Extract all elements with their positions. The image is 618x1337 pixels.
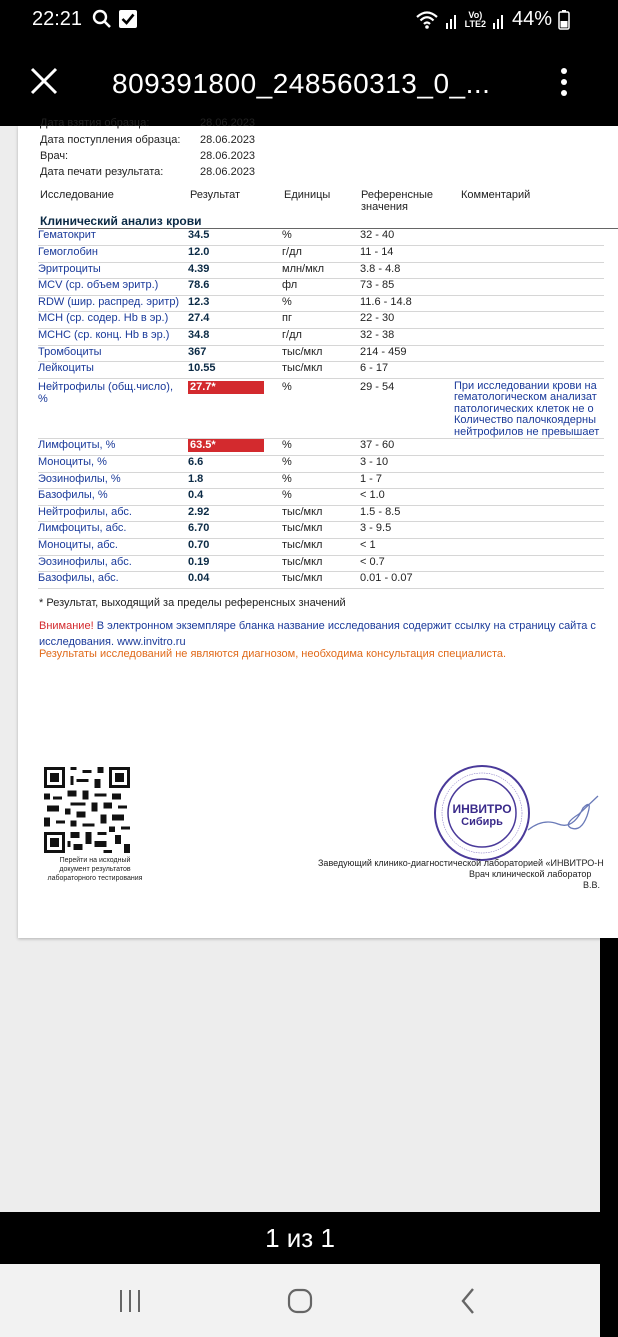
header-label-printed: Дата печати результата:: [40, 166, 164, 178]
battery-icon: [558, 10, 570, 30]
notice-warning: Результаты исследований не являются диагнозом, необходима консультация специалиста.: [39, 648, 507, 660]
app-bar: [0, 40, 600, 126]
test-unit: тыс/мкл: [282, 555, 360, 572]
test-ref: 6 - 17: [360, 362, 454, 379]
status-time: 22:21: [32, 8, 83, 30]
table-row: [38, 555, 604, 572]
qr-caption-line: Перейти на исходный: [59, 857, 131, 864]
table-row: [38, 522, 604, 539]
test-value: 1.8: [188, 472, 282, 489]
header-value-received: 28.06.2023: [200, 134, 256, 146]
table-row: [38, 262, 604, 279]
test-value: 0.19: [188, 555, 282, 572]
test-value: 6.70: [188, 522, 282, 539]
test-name[interactable]: Моноциты, %: [38, 455, 188, 472]
test-value: 2.92: [188, 505, 282, 522]
table-row: [38, 229, 604, 246]
test-comment: [454, 538, 604, 555]
comment-line: патологических клеток не о: [454, 402, 594, 415]
notice-line-1: [39, 620, 596, 632]
test-ref: 22 - 30: [360, 312, 454, 329]
abnormal-flag: 27.7*: [188, 381, 264, 394]
test-value: 6.6: [188, 455, 282, 472]
test-comment: [454, 295, 604, 312]
test-comment: [454, 555, 604, 572]
col-header-result: Результат: [190, 189, 241, 201]
test-ref: 29 - 54: [360, 378, 454, 439]
qr-code-icon[interactable]: [44, 767, 130, 853]
signal-icon: [445, 11, 459, 29]
test-name[interactable]: Лимфоциты, %: [38, 439, 188, 456]
test-name[interactable]: Моноциты, абс.: [38, 538, 188, 555]
test-ref: < 1: [360, 538, 454, 555]
header-label-received: Дата поступления образца:: [40, 134, 181, 146]
table-row: [38, 279, 604, 296]
header-value-doctor: 28.06.2023: [200, 150, 256, 162]
test-unit: фл: [282, 279, 360, 296]
test-ref: 3.8 - 4.8: [360, 262, 454, 279]
search-icon: [92, 9, 112, 29]
back-icon[interactable]: [448, 1286, 488, 1316]
network-label: LTE2: [464, 18, 486, 29]
test-value: 4.39: [188, 262, 282, 279]
test-comment: [454, 378, 604, 439]
test-comment: [454, 329, 604, 346]
col-header-comment: Комментарий: [461, 189, 531, 201]
test-ref: 3 - 9.5: [360, 522, 454, 539]
test-name[interactable]: Гематокрит: [38, 229, 188, 246]
test-comment: [454, 505, 604, 522]
table-row: [38, 295, 604, 312]
test-unit: тыс/мкл: [282, 505, 360, 522]
footnote: * Результат, выходящий за пределы референсных значений: [39, 597, 346, 609]
test-ref: < 0.7: [360, 555, 454, 572]
test-value: 12.3: [188, 295, 282, 312]
stamp-city: Сибирь: [461, 816, 503, 828]
document-title: 809391800_248560313_0_...: [112, 68, 491, 99]
document-viewer[interactable]: [0, 117, 604, 1212]
test-unit: тыс/мкл: [282, 362, 360, 379]
test-name[interactable]: Лимфоциты, абс.: [38, 522, 188, 539]
signature-line-1: Заведующий клинико-диагностической лабораторией «ИНВИТРО-Н: [318, 858, 604, 868]
test-value: 0.04: [188, 572, 282, 589]
test-name[interactable]: Нейтрофилы, абс.: [38, 505, 188, 522]
test-comment: [454, 312, 604, 329]
test-unit: г/дл: [282, 246, 360, 263]
test-ref: 32 - 40: [360, 229, 454, 246]
table-row: [38, 455, 604, 472]
table-row: [38, 312, 604, 329]
table-row: [38, 362, 604, 379]
test-ref: 11.6 - 14.8: [360, 295, 454, 312]
recent-apps-icon[interactable]: [110, 1286, 150, 1316]
table-row: [38, 246, 604, 263]
test-name[interactable]: MCH (ср. содер. Hb в эр.): [38, 312, 188, 329]
test-ref: 32 - 38: [360, 329, 454, 346]
status-bar: [0, 0, 600, 40]
battery-percent: 44%: [511, 8, 552, 30]
test-name[interactable]: Гемоглобин: [38, 246, 188, 263]
col-header-test: Исследование: [40, 189, 114, 201]
test-comment: [454, 229, 604, 246]
notice-line-2[interactable]: исследования. www.invitro.ru: [39, 636, 186, 648]
notice-text: В электронном экземпляре бланка название исследования содержит ссылку на страницу сайта с: [93, 620, 596, 632]
test-unit: %: [282, 229, 360, 246]
test-ref: 214 - 459: [360, 345, 454, 362]
test-comment: [454, 279, 604, 296]
wifi-icon: [415, 10, 439, 30]
col-header-ref-2: значения: [361, 201, 409, 213]
qr-caption-line: лабораторного тестирования: [47, 875, 143, 882]
test-ref: 37 - 60: [360, 439, 454, 456]
table-row: [38, 472, 604, 489]
table-row: [38, 439, 604, 456]
test-name[interactable]: Лейкоциты: [38, 362, 188, 379]
table-row: [38, 489, 604, 506]
abnormal-flag: 63.5*: [188, 439, 264, 452]
qr-caption: [40, 856, 150, 883]
results-table: [38, 229, 604, 589]
test-value: 367: [188, 345, 282, 362]
table-row-neutrophils: [38, 378, 604, 439]
test-name[interactable]: [38, 378, 188, 439]
volte-indicator: [465, 11, 486, 29]
col-header-units: Единицы: [284, 189, 331, 201]
header-value-sampled: 28.06.2023: [200, 117, 256, 129]
test-unit: %: [282, 455, 360, 472]
test-value: 12.0: [188, 246, 282, 263]
document-page: [18, 117, 618, 938]
test-ref: 0.01 - 0.07: [360, 572, 454, 589]
test-comment: [454, 246, 604, 263]
test-name-line1: Нейтрофилы (общ.число),: [38, 380, 173, 393]
test-value: 34.5: [188, 229, 282, 246]
test-name[interactable]: MCV (ср. объем эритр.): [38, 279, 188, 296]
test-comment: [454, 522, 604, 539]
test-unit: млн/мкл: [282, 262, 360, 279]
test-comment: [454, 572, 604, 589]
test-comment: [454, 472, 604, 489]
test-unit: тыс/мкл: [282, 345, 360, 362]
test-comment: [454, 489, 604, 506]
test-value: 0.4: [188, 489, 282, 506]
test-name[interactable]: Эозинофилы, %: [38, 472, 188, 489]
checkbox-notification-icon: [118, 9, 138, 29]
test-name[interactable]: RDW (шир. распред. эритр): [38, 295, 188, 312]
test-ref: < 1.0: [360, 489, 454, 506]
test-comment: [454, 439, 604, 456]
header-label-sampled: Дата взятия образца:: [40, 117, 150, 129]
test-value: 10.55: [188, 362, 282, 379]
table-row: [38, 572, 604, 589]
test-value: 78.6: [188, 279, 282, 296]
test-value: 34.8: [188, 329, 282, 346]
test-comment: [454, 262, 604, 279]
system-nav-bar: [0, 1264, 600, 1337]
test-unit: г/дл: [282, 329, 360, 346]
qr-caption-line: документ результатов: [59, 866, 131, 873]
test-ref: 1.5 - 8.5: [360, 505, 454, 522]
table-row: [38, 345, 604, 362]
comment-line: нейтрофилов не превышает: [454, 425, 600, 438]
home-icon[interactable]: [280, 1286, 320, 1316]
header-value-printed: 28.06.2023: [200, 166, 256, 178]
test-unit: %: [282, 378, 360, 439]
close-icon[interactable]: [26, 63, 62, 99]
volte-label: Vo): [468, 9, 483, 20]
comment-line: При исследовании крови на: [454, 379, 597, 392]
header-label-doctor: Врач:: [40, 150, 69, 162]
test-unit: тыс/мкл: [282, 538, 360, 555]
test-name[interactable]: Базофилы, абс.: [38, 572, 188, 589]
table-row: [38, 505, 604, 522]
test-ref: 73 - 85: [360, 279, 454, 296]
test-comment: [454, 345, 604, 362]
test-unit: пг: [282, 312, 360, 329]
test-unit: %: [282, 472, 360, 489]
test-value: 27.4: [188, 312, 282, 329]
test-unit: тыс/мкл: [282, 572, 360, 589]
comment-line: Количество палочкоядерны: [454, 414, 596, 427]
test-name[interactable]: Эритроциты: [38, 262, 188, 279]
stamp-name: ИНВИТРО: [452, 802, 512, 816]
table-row: [38, 329, 604, 346]
test-name[interactable]: Базофилы, %: [38, 489, 188, 506]
test-value-cell: [188, 439, 282, 456]
notice-attention: Внимание!: [39, 620, 94, 632]
test-name-line2: %: [38, 392, 48, 405]
test-value-cell: [188, 378, 282, 439]
test-ref: 1 - 7: [360, 472, 454, 489]
test-name[interactable]: Эозинофилы, абс.: [38, 555, 188, 572]
signature-line-2: Врач клинической лаборатор: [469, 869, 592, 879]
signature-icon: [523, 788, 603, 838]
page-indicator: 1 из 1: [0, 1212, 600, 1264]
test-ref: 11 - 14: [360, 246, 454, 263]
test-unit: %: [282, 295, 360, 312]
test-name[interactable]: Тромбоциты: [38, 345, 188, 362]
test-unit: тыс/мкл: [282, 522, 360, 539]
test-name[interactable]: MCHC (ср. конц. Hb в эр.): [38, 329, 188, 346]
test-unit: %: [282, 489, 360, 506]
table-row: [38, 538, 604, 555]
comment-line: гематологическом анализат: [454, 391, 597, 404]
more-options-icon[interactable]: [552, 62, 576, 102]
section-title: Клинический анализ крови: [40, 214, 202, 228]
col-header-ref-1: Референсные: [361, 189, 434, 201]
test-value: 0.70: [188, 538, 282, 555]
test-unit: %: [282, 439, 360, 456]
signal-icon-2: [492, 11, 506, 29]
test-ref: 3 - 10: [360, 455, 454, 472]
test-comment: [454, 362, 604, 379]
test-comment: [454, 455, 604, 472]
signature-line-3: В.В.: [583, 880, 601, 890]
